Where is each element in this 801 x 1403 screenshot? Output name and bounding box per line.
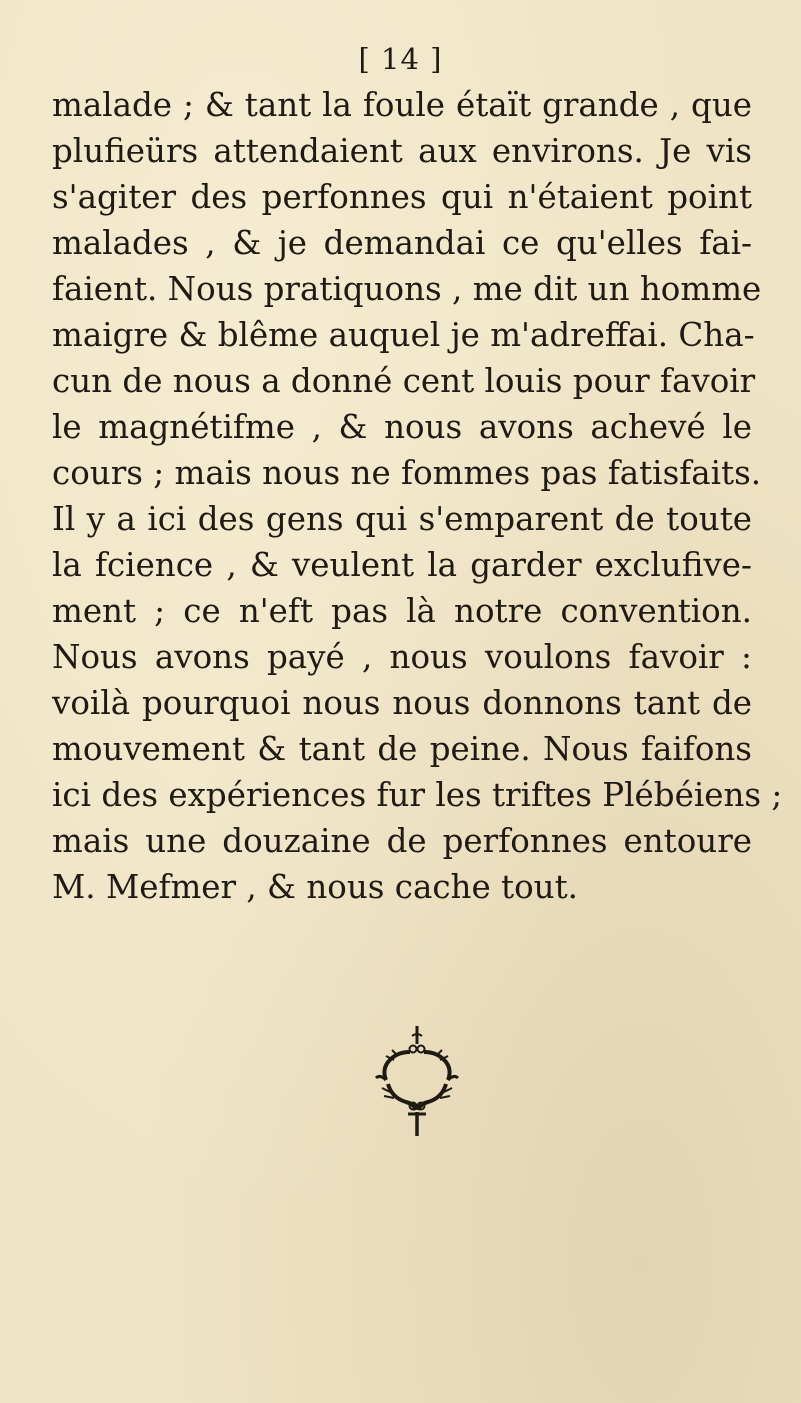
text-line: s'agiter des perfonnes qui n'étaient point	[52, 178, 752, 216]
text-line: plufieürs attendaient aux environs. Je vis	[52, 132, 752, 170]
text-line: cun de nous a donné cent louis pour favoir	[52, 362, 756, 400]
text-line: ici des expériences fur les triftes Plébéiens ;	[52, 776, 783, 814]
text-line: la fcience , & veulent la garder exclufive-	[52, 546, 752, 584]
body-text	[52, 82, 783, 910]
text-line: mouvement & tant de peine. Nous faifons	[52, 730, 752, 768]
text-line: malades , & je demandai ce qu'elles fai-	[52, 224, 752, 262]
text-line: malade ; & tant la foule étaït grande , que	[52, 86, 752, 124]
text-line: Il y a ici des gens qui s'emparent de toute	[52, 500, 752, 538]
text-line: voilà pourquoi nous nous donnons tant de	[52, 684, 752, 722]
text-line: Nous avons payé , nous voulons favoir :	[52, 638, 752, 676]
text-line: maigre & blême auquel je m'adreffai. Cha-	[52, 316, 755, 354]
text-line: ment ; ce n'eft pas là notre convention.	[52, 592, 752, 630]
text-line: mais une douzaine de perfonnes entoure	[52, 822, 752, 860]
text-line: M. Mefmer , & nous cache tout.	[52, 868, 578, 906]
text-line: le magnétifme , & nous avons achevé le	[52, 408, 752, 446]
fleuron-ornament-icon	[362, 1022, 472, 1142]
text-line: faient. Nous pratiquons , me dit un homme	[52, 270, 762, 308]
page-number: [ 14 ]	[358, 42, 443, 76]
text-line: cours ; mais nous ne fommes pas fatisfaits.	[52, 454, 762, 492]
